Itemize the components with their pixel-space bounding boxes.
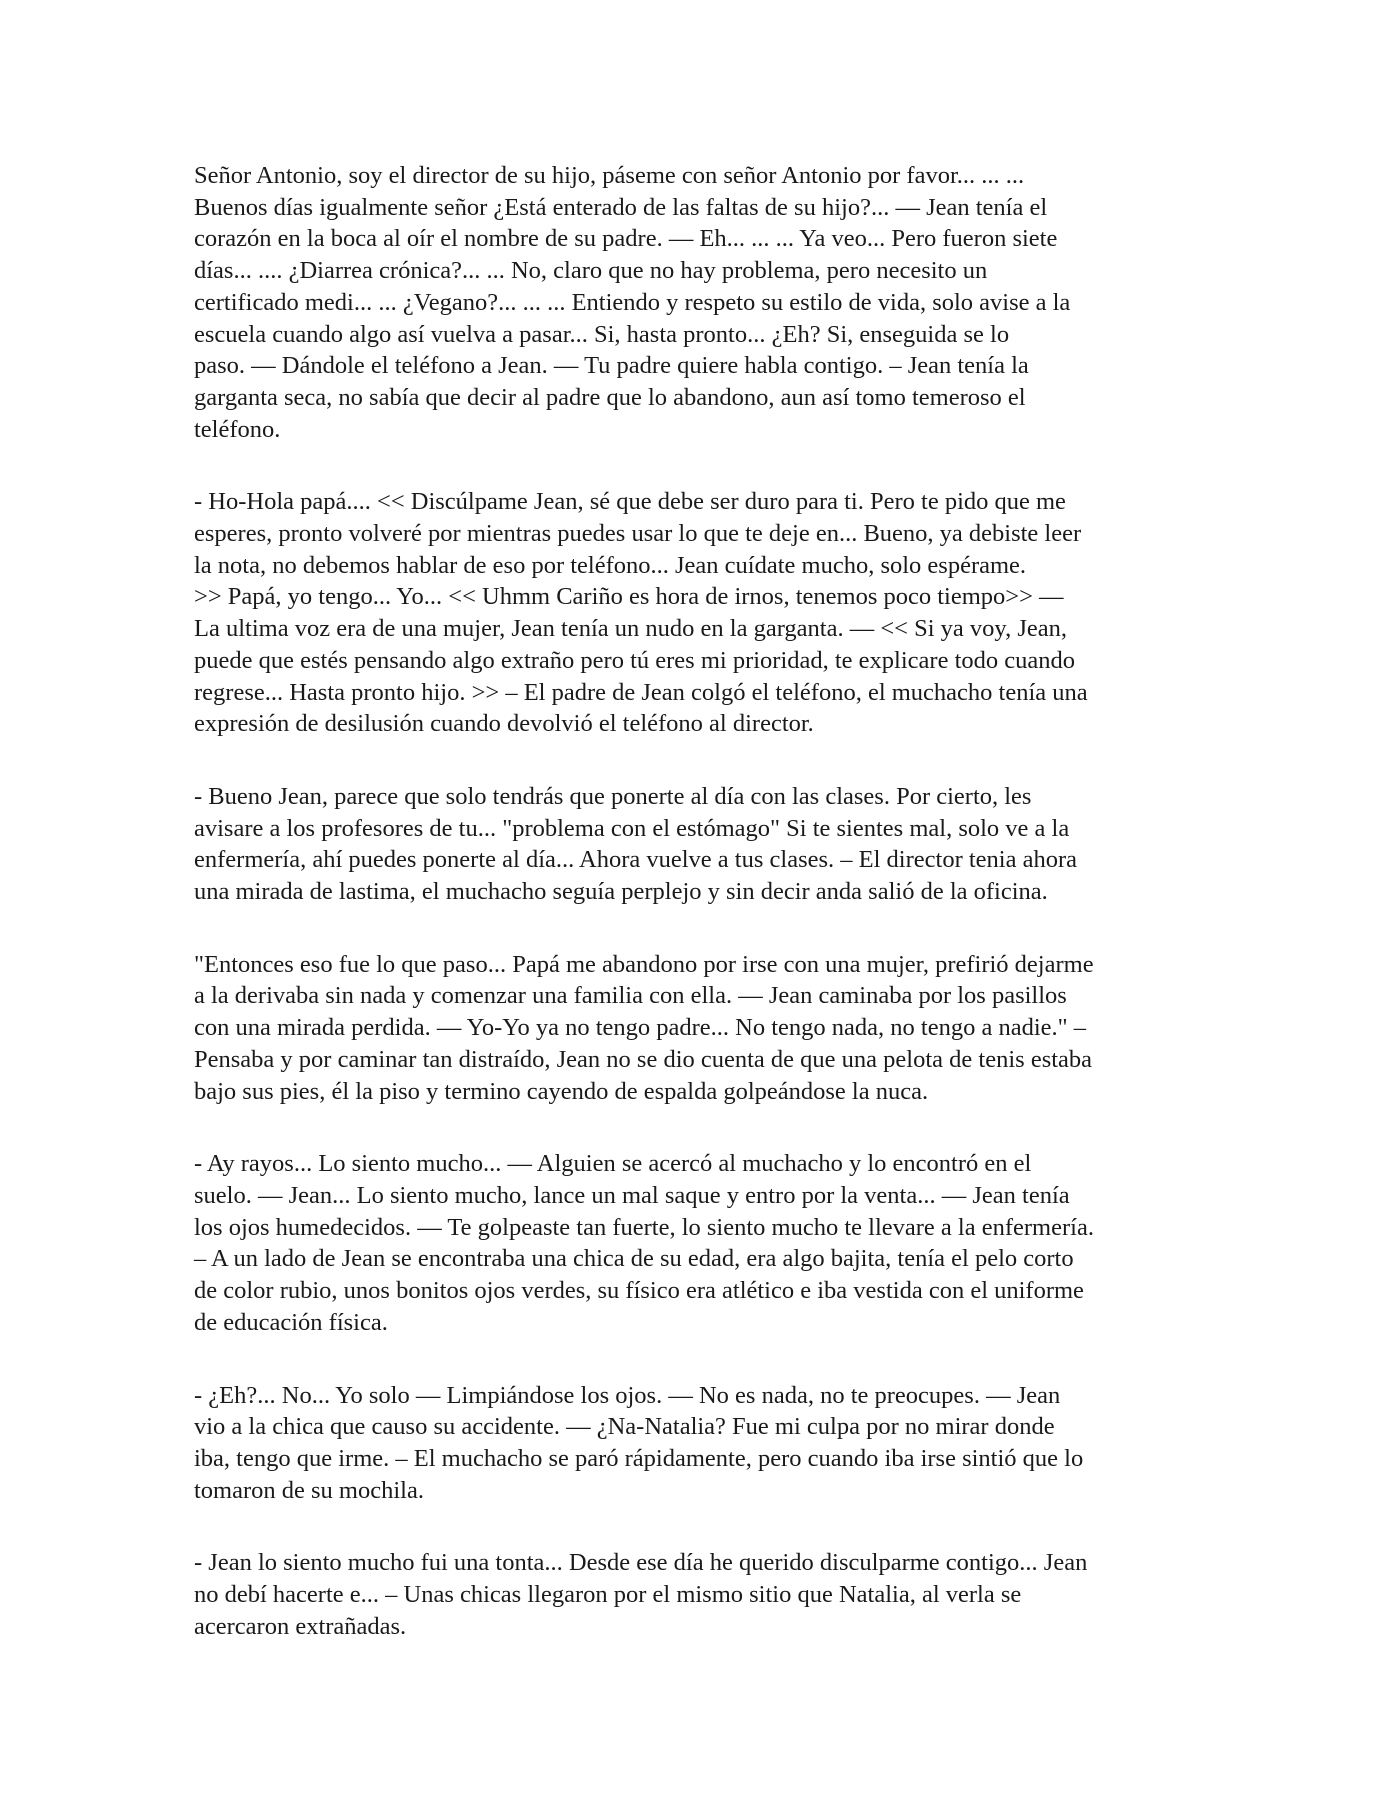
text-line: Pensaba y por caminar tan distraído, Jean no se dio cuenta de que una pelota de tenis estaba (194, 1045, 1093, 1073)
text-line: regrese... Hasta pronto hijo. >> – El padre de Jean colgó el teléfono, el muchacho tenía una (194, 678, 1088, 706)
text-line: acercaron extrañadas. (194, 1612, 407, 1640)
text-line: La ultima voz era de una mujer, Jean tenía un nudo en la garganta. — << Si ya voy, Jean, (194, 615, 1067, 643)
text-line: Señor Antonio, soy el director de su hijo, páseme con señor Antonio por favor... ... ... (194, 162, 1025, 189)
text-line: no debí hacerte e... – Unas chicas llegaron por el mismo sitio que Natalia, al verla se (194, 1581, 1022, 1609)
text-line: esperes, pronto volveré por mientras puedes usar lo que te deje en... Bueno, ya debiste leer (194, 520, 1082, 548)
document-body (194, 160, 1210, 1683)
text-line: enfermería, ahí puedes ponerte al día... Ahora vuelve a tus clases. – El director tenia ahora (194, 846, 1077, 874)
text-line: - Jean lo siento mucho fui una tonta... Desde ese día he querido disculparme contigo... Jean (194, 1549, 1088, 1577)
text-line: puede que estés pensando algo extraño pero tú eres mi prioridad, te explicare todo cuando (194, 646, 1076, 674)
paragraph-5 (194, 1148, 1210, 1338)
text-line: de educación física. (194, 1308, 388, 1336)
text-line: - ¿Eh?... No... Yo solo — Limpiándose los ojos. — No es nada, no te preocupes. — Jean (194, 1381, 1061, 1409)
text-line: a la derivaba sin nada y comenzar una familia con ella. — Jean caminaba por los pasillos (194, 982, 1067, 1010)
text-line: escuela cuando algo así vuelva a pasar... Si, hasta pronto... ¿Eh? Si, enseguida se lo (194, 320, 1010, 348)
text-line: una mirada de lastima, el muchacho seguía perplejo y sin decir anda salió de la oficina. (194, 878, 1048, 906)
paragraph-7 (194, 1547, 1210, 1642)
text-line: – A un lado de Jean se encontraba una chica de su edad, era algo bajita, tenía el pelo corto (194, 1245, 1074, 1273)
text-line: los ojos humedecidos. — Te golpeaste tan fuerte, lo siento mucho te llevare a la enfermería. (194, 1213, 1094, 1241)
text-line: Buenos días igualmente señor ¿Está enterado de las faltas de su hijo?... — Jean tenía el (194, 193, 1048, 221)
text-line: con una mirada perdida. — Yo-Yo ya no tengo padre... No tengo nada, no tengo a nadie." – (194, 1014, 1087, 1042)
text-line: - Ho-Hola papá.... << Discúlpame Jean, sé que debe ser duro para ti. Pero te pido que me (194, 488, 1066, 516)
text-line: corazón en la boca al oír el nombre de su padre. — Eh... ... ... Ya veo... Pero fueron siete (194, 225, 1058, 253)
paragraph-3 (194, 781, 1210, 908)
text-line: - Ay rayos... Lo siento mucho... — Alguien se acercó al muchacho y lo encontró en el (194, 1150, 1032, 1178)
text-line: paso. — Dándole el teléfono a Jean. — Tu padre quiere habla contigo. – Jean tenía la (194, 352, 1029, 380)
text-line: expresión de desilusión cuando devolvió el teléfono al director. (194, 710, 814, 738)
paragraph-2 (194, 486, 1210, 740)
text-line: tomaron de su mochila. (194, 1476, 424, 1504)
paragraph-4 (194, 949, 1210, 1108)
text-line: certificado medi... ... ¿Vegano?... ... ... Entiendo y respeto su estilo de vida, solo avise a la (194, 288, 1071, 316)
text-line: suelo. — Jean... Lo siento mucho, lance un mal saque y entro por la venta... — Jean tenía (194, 1181, 1070, 1209)
text-line: teléfono. (194, 415, 281, 443)
text-line: - Bueno Jean, parece que solo tendrás que ponerte al día con las clases. Por cierto, les (194, 782, 1032, 810)
text-line: "Entonces eso fue lo que paso... Papá me abandono por irse con una mujer, prefirió dejarme (194, 950, 1094, 978)
text-line: días... .... ¿Diarrea crónica?... ... No, claro que no hay problema, pero necesito un (194, 257, 988, 285)
text-line: de color rubio, unos bonitos ojos verdes, su físico era atlético e iba vestida con el uniforme (194, 1277, 1084, 1305)
paragraph-6 (194, 1380, 1210, 1507)
text-line: >> Papá, yo tengo... Yo... << Uhmm Cariño es hora de irnos, tenemos poco tiempo>> — (194, 583, 1064, 611)
text-line: la nota, no debemos hablar de eso por teléfono... Jean cuídate mucho, solo espérame. (194, 551, 1027, 579)
paragraph-1 (194, 160, 1210, 445)
text-line: garganta seca, no sabía que decir al padre que lo abandono, aun así tomo temeroso el (194, 383, 1026, 411)
text-line: vio a la chica que causo su accidente. — ¿Na-Natalia? Fue mi culpa por no mirar donde (194, 1413, 1055, 1441)
text-line: avisare a los profesores de tu... "problema con el estómago" Si te sientes mal, solo ve a la (194, 814, 1070, 842)
text-line: iba, tengo que irme. – El muchacho se paró rápidamente, pero cuando iba irse sintió que lo (194, 1444, 1084, 1472)
text-line: bajo sus pies, él la piso y termino cayendo de espalda golpeándose la nuca. (194, 1077, 929, 1105)
